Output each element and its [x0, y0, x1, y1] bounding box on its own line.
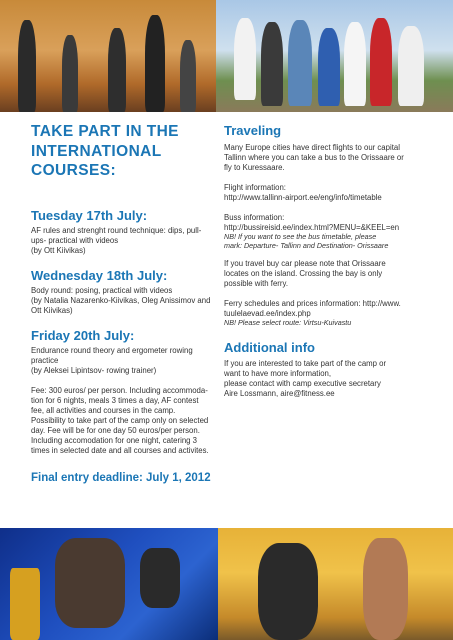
deadline: Final entry deadline: July 1, 2012: [31, 472, 211, 484]
bus-info-label: Buss information:: [224, 213, 285, 222]
flight-info-label: Flight information:: [224, 183, 286, 192]
ferry-link[interactable]: tuulelaevad.ee/index.php: [224, 309, 311, 318]
day-line: AF rules and strenght round technique: dips, pull-: [31, 226, 202, 235]
traveling-title: Traveling: [224, 123, 282, 138]
fee-line: times in selected date and all courses and activites.: [31, 446, 209, 455]
day-title-tuesday: Tuesday 17th July:: [31, 208, 148, 223]
day-title-wednesday: Wednesday 18th July:: [31, 268, 168, 283]
photo-gym-equipment: [0, 528, 218, 640]
day-line: Endurance round theory and ergometer rowing: [31, 346, 193, 355]
travel-line: Tallinn where you can take a bus to the Orissaare or: [224, 153, 404, 162]
info-line: want to have more information,: [224, 369, 332, 378]
fee-line: fee, all activities and courses in the camp.: [31, 406, 176, 415]
day-line: (by Natalia Nazarenko-Kiivikas, Oleg Anissimov and: [31, 296, 211, 305]
day-line: (by Aleksei Lipintsov- rowing trainer): [31, 366, 157, 375]
day-line: Ott Kiivikas): [31, 306, 73, 315]
photo-athletes-posing: [218, 528, 453, 640]
bus-note: mark: Departure- Tallinn and Destination- Orissaare: [224, 241, 389, 250]
day-line: practice: [31, 356, 59, 365]
fee-line: tion for 6 nights, meals 3 times a day, AF contest: [31, 396, 199, 405]
ferry-note: NB! Please select route: Virtsu-Kuivastu: [224, 318, 352, 327]
fee-line: Fee: 300 euros/ per person. Including accommoda-: [31, 386, 208, 395]
travel-line: Many Europe cities have direct flights to our capital: [224, 143, 400, 152]
fee-line: Possibility to take part of the camp only on selected: [31, 416, 209, 425]
day-line: Body round: posing, practical with videos: [31, 286, 173, 295]
day-title-friday: Friday 20th July:: [31, 328, 135, 343]
photo-group-portrait: [216, 0, 453, 112]
day-line: (by Ott Kiivikas): [31, 246, 86, 255]
fee-line: day. Fee will be for one day 50 euros/per person.: [31, 426, 200, 435]
travel-line: fly to Kuressaare.: [224, 163, 285, 172]
photo-group-exercise-kettlebells: [0, 0, 216, 112]
flight-info-link[interactable]: http://www.tallinn-airport.ee/eng/info/timetable: [224, 193, 382, 202]
car-line: possible with ferry.: [224, 279, 288, 288]
fee-line: Including accomodation for one night, catering 3: [31, 436, 198, 445]
ferry-line: Ferry schedules and prices information: http://www.: [224, 299, 401, 308]
info-line: please contact with camp executive secretary: [224, 379, 381, 388]
car-line: locates on the island. Crossing the bay is only: [224, 269, 383, 278]
additional-info-title: Additional info: [224, 340, 315, 355]
car-line: If you travel buy car please note that Orissaare: [224, 259, 386, 268]
bus-note: NB! If you want to see the bus timetable, please: [224, 232, 377, 241]
bus-info-link[interactable]: http://bussireisid.ee/index.html?MENU=&KEEL=en: [224, 223, 400, 232]
day-line: ups- practical with videos: [31, 236, 119, 245]
main-title: TAKE PART IN THE INTERNATIONAL COURSES:: [31, 123, 179, 179]
contact-email[interactable]: Aire Lossmann, aire@fitness.ee: [224, 389, 335, 398]
info-line: If you are interested to take part of the camp or: [224, 359, 387, 368]
